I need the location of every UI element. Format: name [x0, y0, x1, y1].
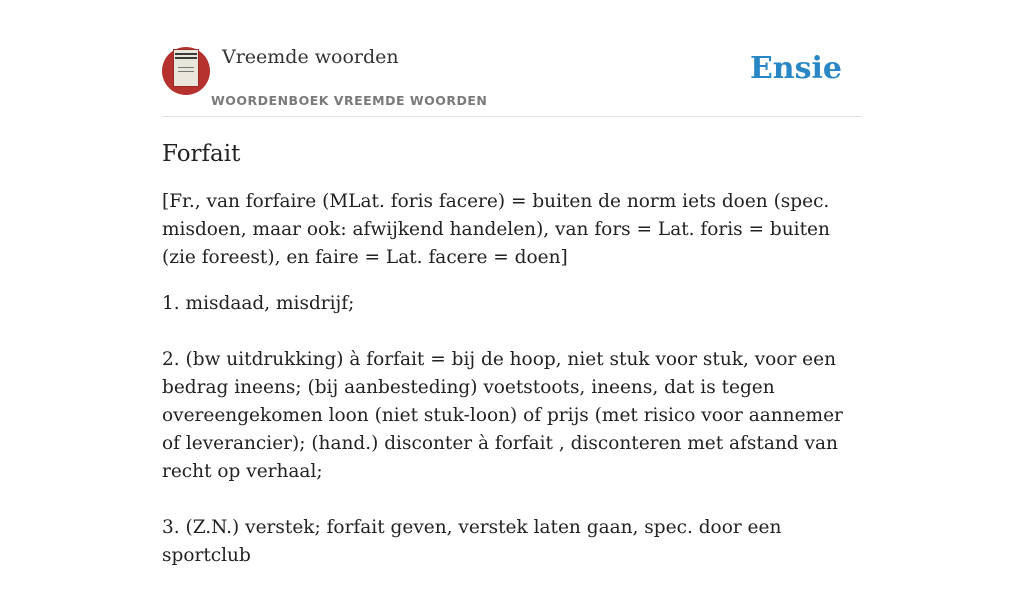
definition-item: 1. misdaad, misdrijf; — [162, 293, 355, 314]
book-title-link[interactable]: Vreemde woorden — [222, 46, 399, 68]
book-subtitle: WOORDENBOEK VREEMDE WOORDEN — [211, 93, 488, 108]
definition-item: 3. (Z.N.) verstek; forfait geven, verstek laten gaan, spec. door een sportclub — [162, 517, 782, 566]
ensie-logo-link[interactable]: Ensie — [749, 51, 842, 86]
entry-content — [162, 138, 862, 598]
book-cover-icon[interactable] — [162, 47, 210, 95]
entry-title: Forfait — [162, 141, 241, 167]
header — [162, 44, 862, 117]
book-cover-image — [173, 49, 199, 87]
definition-item: 2. (bw uitdrukking) à forfait = bij de hoop, niet stuk voor stuk, voor een bedrag ineens; (bij aanbesteding) voetstoots, ineens, dat is tegen overeengekomen loon (niet stuk-loon) of prijs (met risico voor aannemer of leverancier); (hand.) disconter à forfait , disconteren met afstand van recht op verhaal; — [162, 349, 843, 482]
entry-etymology: [Fr., van forfaire (MLat. foris facere) = buiten de norm iets doen (spec. misdoen, maar ook: afwijkend handelen), van fors = Lat. foris = buiten (zie foreest), en faire = Lat. facere = doen] — [162, 191, 830, 268]
